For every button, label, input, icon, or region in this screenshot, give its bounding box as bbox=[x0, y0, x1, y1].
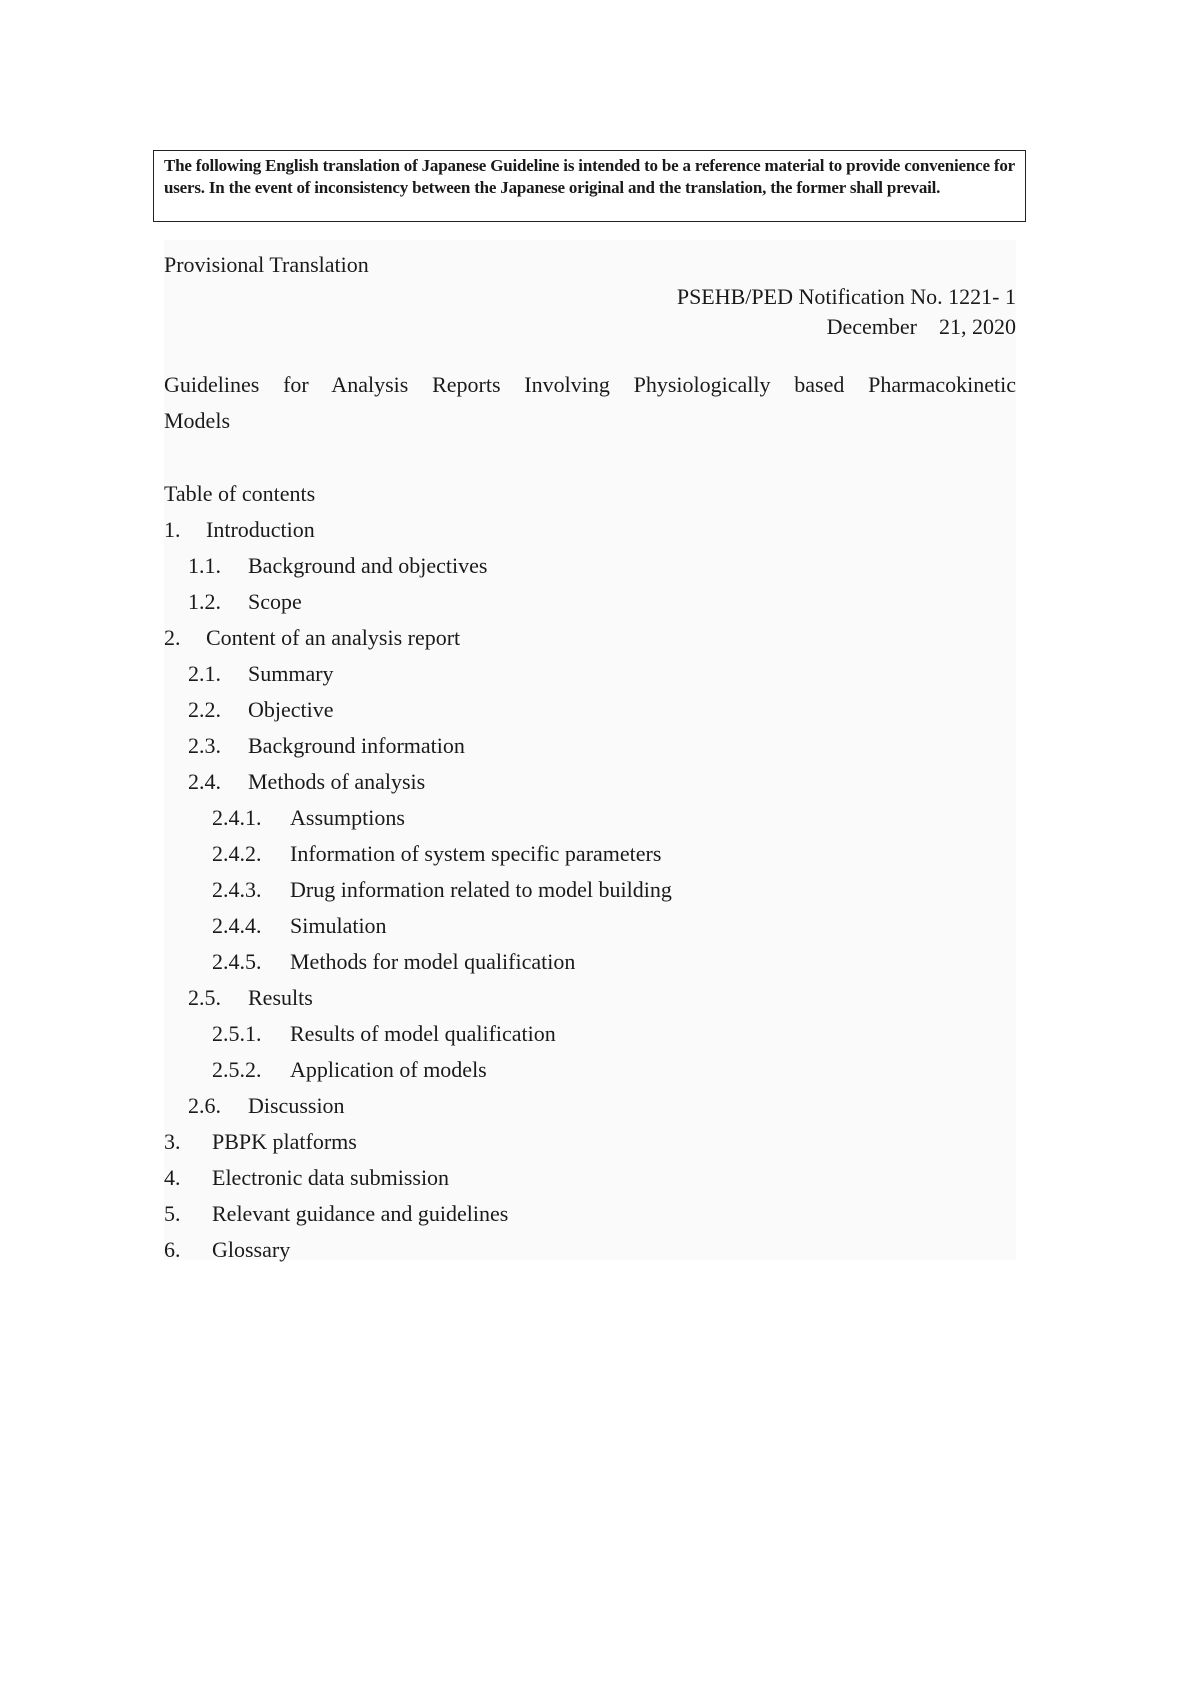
toc-item-number: 2.5.2. bbox=[212, 1057, 262, 1082]
toc-item bbox=[164, 908, 1016, 944]
toc-item-label: Discussion bbox=[248, 1093, 345, 1118]
toc-item-number: 2.6. bbox=[188, 1093, 221, 1118]
toc-item-number: 1.2. bbox=[188, 589, 221, 614]
toc-item bbox=[164, 836, 1016, 872]
toc-item-number: 2. bbox=[164, 625, 181, 650]
toc-item-label: Assumptions bbox=[290, 805, 405, 830]
toc-item-label: Summary bbox=[248, 661, 334, 686]
toc-item bbox=[164, 728, 1016, 764]
toc-item-label: Application of models bbox=[290, 1057, 487, 1082]
toc-item-label: Scope bbox=[248, 589, 302, 614]
notification-number: PSEHB/PED Notification No. 1221- 1 bbox=[676, 284, 1016, 309]
toc-item bbox=[164, 584, 1016, 620]
toc-item-label: Background and objectives bbox=[248, 553, 488, 578]
toc-item-label: Objective bbox=[248, 697, 334, 722]
toc-item-label: Relevant guidance and guidelines bbox=[212, 1201, 509, 1226]
toc-item bbox=[164, 1160, 1016, 1196]
toc-item-number: 5. bbox=[164, 1201, 181, 1226]
toc-item-number: 2.1. bbox=[188, 661, 221, 686]
toc-item-label: Introduction bbox=[206, 517, 315, 542]
toc-item-number: 3. bbox=[164, 1129, 181, 1154]
toc-item-label: Results of model qualification bbox=[290, 1021, 556, 1046]
toc-item-label: Glossary bbox=[212, 1237, 291, 1262]
toc-item bbox=[164, 1232, 1016, 1268]
toc-item bbox=[164, 692, 1016, 728]
toc-item bbox=[164, 872, 1016, 908]
toc-item-number: 2.5. bbox=[188, 985, 221, 1010]
toc-item-number: 1. bbox=[164, 517, 181, 542]
toc-item-number: 2.4. bbox=[188, 769, 221, 794]
toc-item-label: Simulation bbox=[290, 913, 387, 938]
toc-item-label: PBPK platforms bbox=[212, 1129, 357, 1154]
toc-item-number: 4. bbox=[164, 1165, 181, 1190]
translation-notice: The following English translation of Japanese Guideline is intended to be a reference material to provide convenience for users. In the event of inconsistency between the Japanese original and the translation, the former shall prevail. bbox=[153, 150, 1026, 222]
table-of-contents bbox=[164, 476, 1016, 1268]
toc-item-label: Methods for model qualification bbox=[290, 949, 576, 974]
toc-item-label: Methods of analysis bbox=[248, 769, 426, 794]
toc-item-label: Content of an analysis report bbox=[206, 625, 461, 650]
toc-item-number: 2.4.3. bbox=[212, 877, 262, 902]
toc-item-number: 2.4.1. bbox=[212, 805, 262, 830]
toc-item bbox=[164, 944, 1016, 980]
toc-item bbox=[164, 1016, 1016, 1052]
toc-item-label: Drug information related to model building bbox=[290, 877, 672, 902]
toc-item-number: 2.4.5. bbox=[212, 949, 262, 974]
toc-list bbox=[164, 512, 1016, 1268]
toc-item-label: Electronic data submission bbox=[212, 1165, 450, 1190]
toc-item bbox=[164, 1088, 1016, 1124]
toc-item bbox=[164, 512, 1016, 548]
document-title: Guidelines for Analysis Reports Involving Physiologically based Pharmacokinetic Models bbox=[164, 372, 1016, 433]
toc-item-number: 2.3. bbox=[188, 733, 221, 758]
notification-block bbox=[677, 282, 1016, 342]
toc-item-number: 2.5.1. bbox=[212, 1021, 262, 1046]
toc-item bbox=[164, 656, 1016, 692]
toc-item bbox=[164, 1052, 1016, 1088]
toc-item bbox=[164, 1196, 1016, 1232]
toc-item bbox=[164, 980, 1016, 1016]
toc-item bbox=[164, 548, 1016, 584]
toc-item bbox=[164, 764, 1016, 800]
notification-date: December 21, 2020 bbox=[826, 314, 1016, 339]
provisional-label: Provisional Translation bbox=[164, 252, 369, 277]
toc-item-number: 2.4.4. bbox=[212, 913, 262, 938]
toc-item-label: Background information bbox=[248, 733, 465, 758]
toc-item-number: 2.4.2. bbox=[212, 841, 262, 866]
toc-item bbox=[164, 620, 1016, 656]
toc-heading: Table of contents bbox=[164, 481, 316, 506]
toc-item-number: 2.2. bbox=[188, 697, 221, 722]
toc-item-label: Results bbox=[248, 985, 313, 1010]
toc-item bbox=[164, 1124, 1016, 1160]
toc-item-number: 1.1. bbox=[188, 553, 221, 578]
toc-item bbox=[164, 800, 1016, 836]
toc-item-number: 6. bbox=[164, 1237, 181, 1262]
toc-item-label: Information of system specific parameters bbox=[290, 841, 662, 866]
